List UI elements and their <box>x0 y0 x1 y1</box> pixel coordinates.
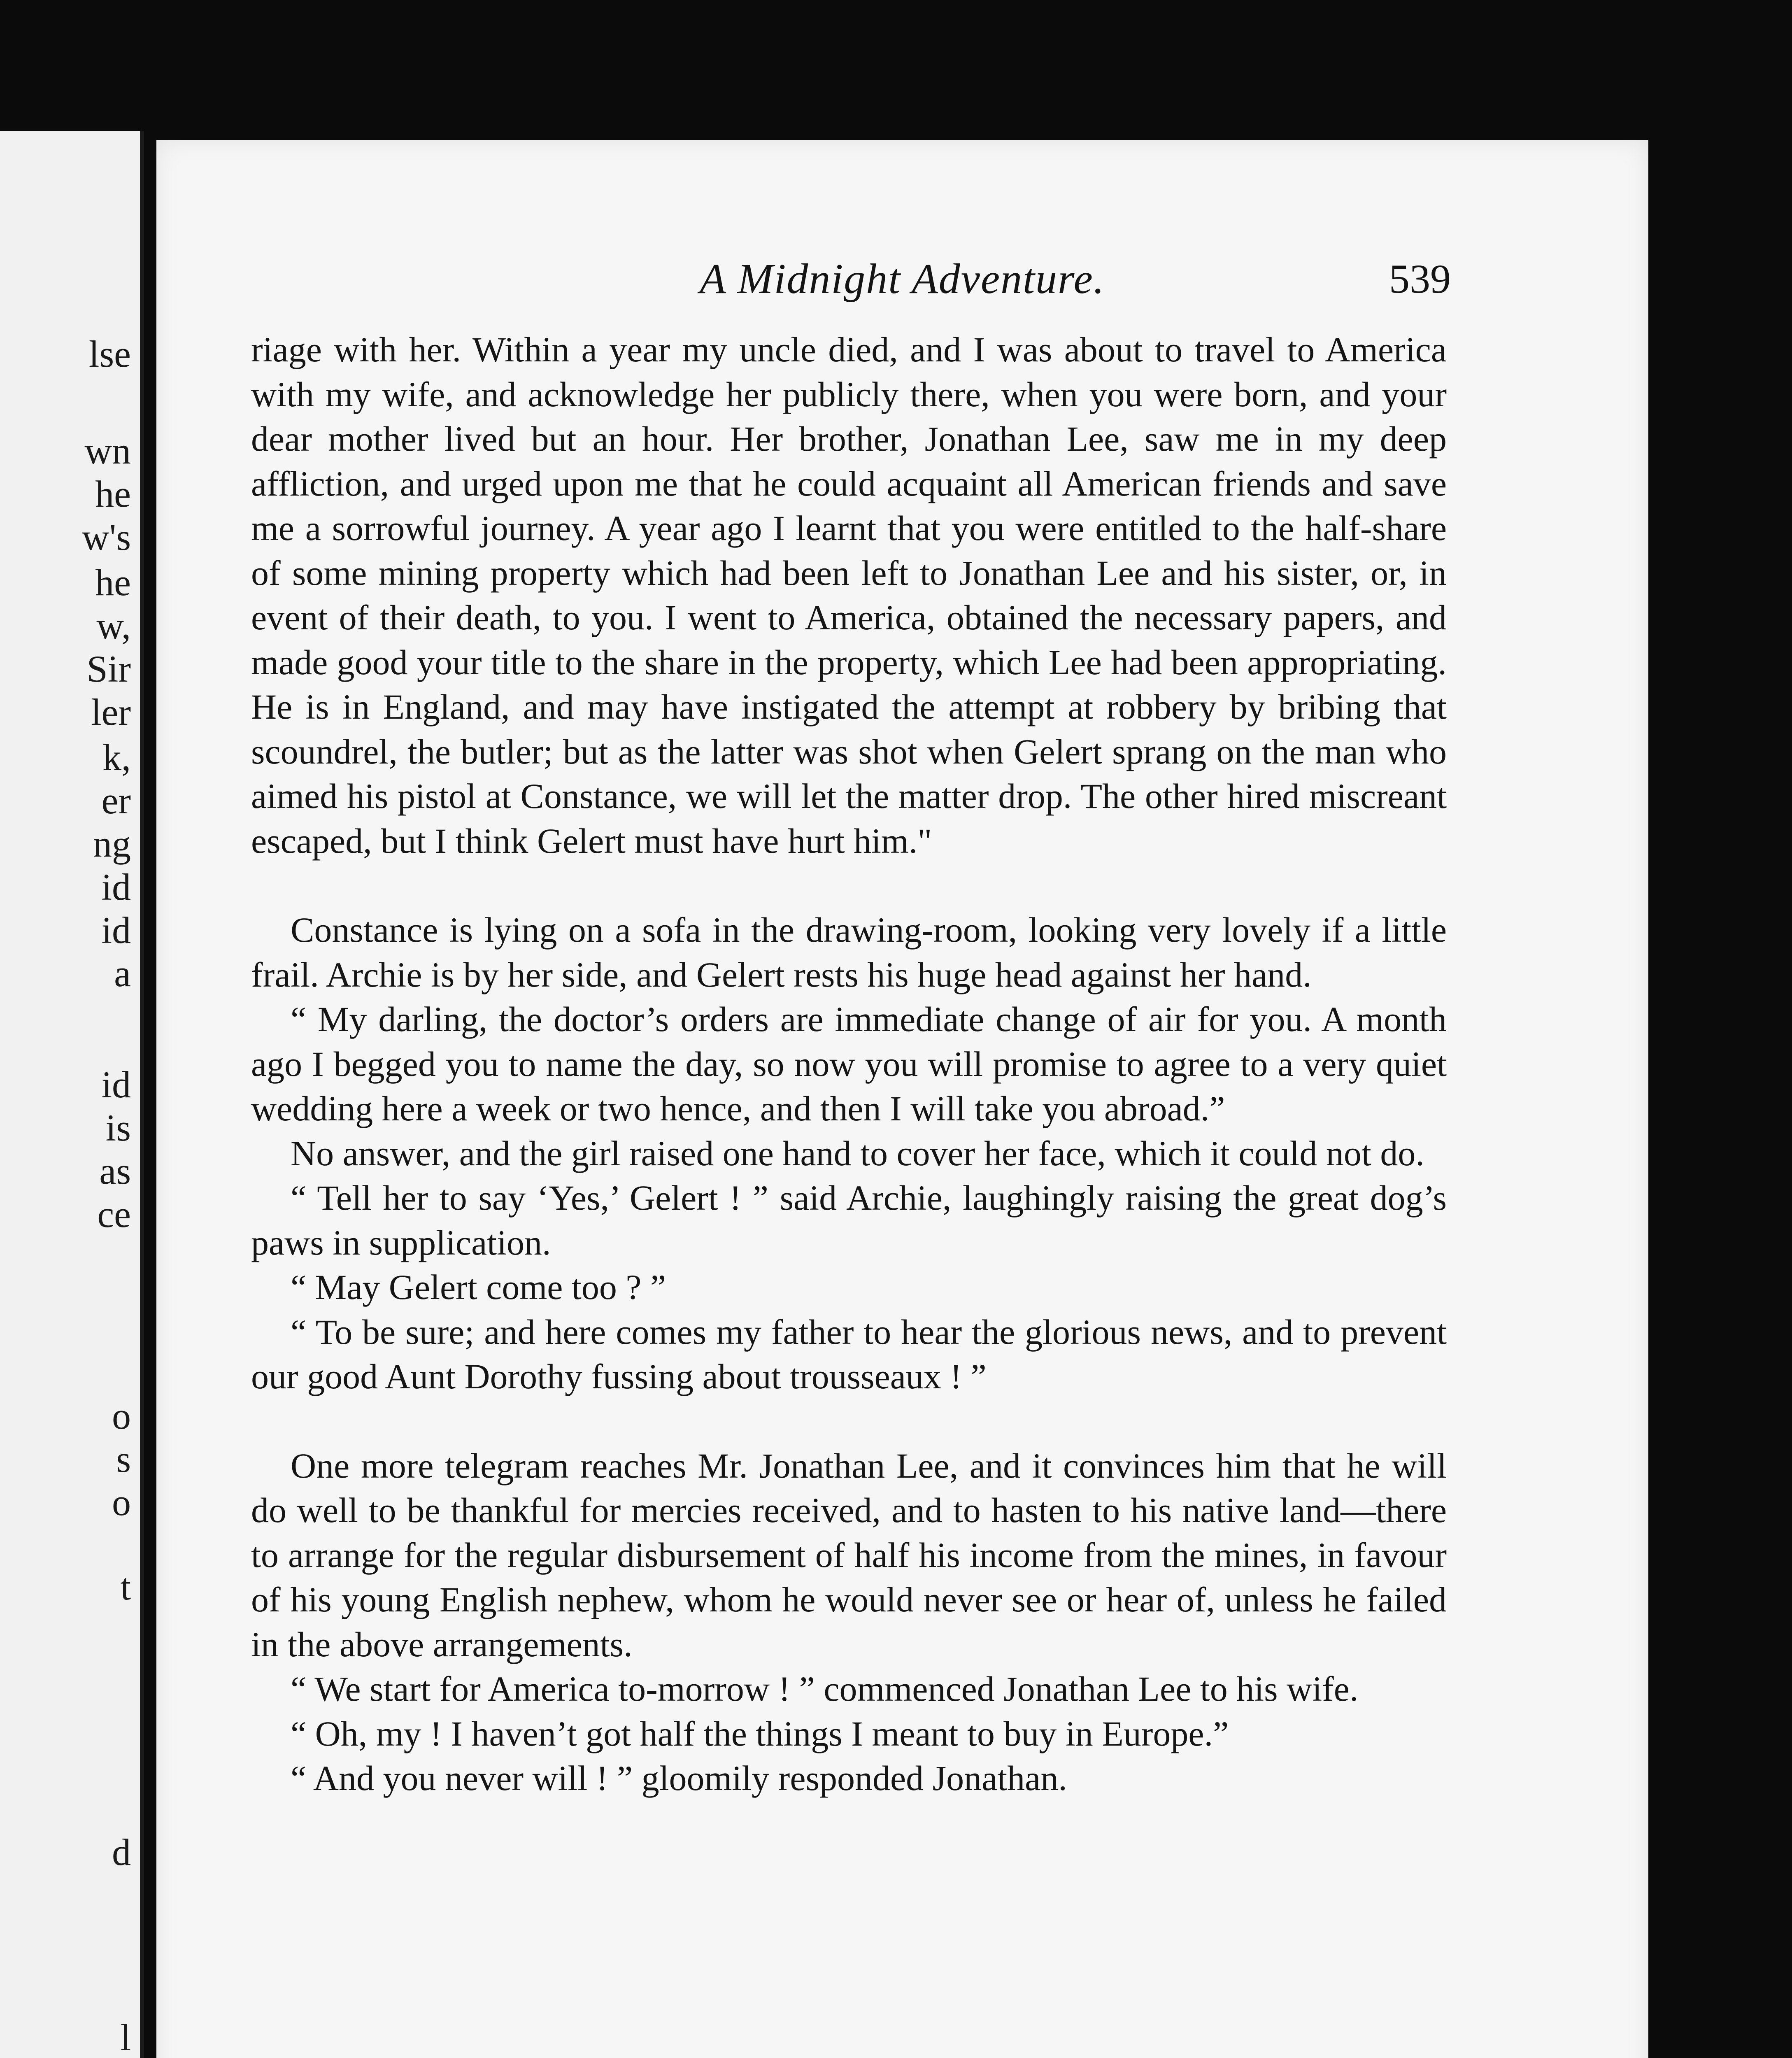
left-page-fragment: wn <box>84 430 131 472</box>
left-page-fragment: id <box>101 866 131 908</box>
left-page-fragment: Sir <box>86 648 131 690</box>
left-page-fragment: l <box>120 2016 131 2058</box>
left-page-fragment: er <box>101 780 131 822</box>
paragraph: “ Oh, my ! I haven’t got half the things I meant to buy in Europe.” <box>291 1713 1229 1753</box>
left-page-fragment: k, <box>102 736 131 778</box>
left-page-fragment: ng <box>93 823 131 865</box>
left-page-fragment: ler <box>91 691 131 733</box>
left-page-fragment: w, <box>96 605 131 647</box>
paragraph: “ We start for America to-morrow ! ” commenced Jonathan Lee to his wife. <box>291 1669 1359 1709</box>
paragraph: “ May Gelert come too ? ” <box>291 1267 666 1307</box>
left-page-fragment: w's <box>82 516 131 558</box>
page-number: 539 <box>1389 256 1451 302</box>
running-head <box>156 250 1648 308</box>
body-text <box>251 327 1447 1801</box>
left-page-fragment: ce <box>97 1193 131 1235</box>
left-page-fragment: s <box>116 1438 131 1480</box>
left-page-fragment: he <box>95 561 131 603</box>
left-page-fragment: id <box>101 1064 131 1106</box>
paragraph: No answer, and the girl raised one hand to cover her face, which it could not do. <box>291 1133 1424 1173</box>
left-page-fragment: he <box>95 473 131 515</box>
book-page <box>156 140 1648 2058</box>
left-page-fragment: as <box>99 1150 131 1192</box>
paragraph: “ To be sure; and here comes my father to hear the glorious news, and to prevent our good Aunt Dorothy fussing about trousseaux ! ” <box>251 1312 1447 1396</box>
previous-page-edge <box>0 131 144 2058</box>
running-title: A Midnight Adventure. <box>700 255 1105 303</box>
paragraph: “ My darling, the doctor’s orders are immediate change of air for you. A month ago I begged you to name the day, so now you will promise to agree to a very quiet wedding here a week or two hence, and then I will take you abroad.” <box>251 999 1447 1128</box>
paragraph: riage with her. Within a year my uncle died, and I was about to travel to America with my wife, and acknowledge her publicly there, when you were born, and your dear mother lived but an hour. Her brother, Jonathan Lee, saw me in my deep affliction, and urged upon me that he could acquaint all American friends and save me a sorrowful journey. A year ago I learnt that you were entitled to the half-share of some mining property which had been left to Jonathan Lee and his sister, or, in event of their death, to you. I went to America, obtained the necessary papers, and made good your title to the share in the property, which Lee had been appropriating. He is in England, and may have instigated the attempt at robbery by bribing that scoundrel, the butler; but as the latter was shot when Gelert sprang on the man who aimed his pistol at Constance, we will let the matter drop. The other hired miscreant escaped, but I think Gelert must have hurt him." <box>251 330 1447 861</box>
left-page-fragment: is <box>105 1107 131 1149</box>
paragraph: “ And you never will ! ” gloomily responded Jonathan. <box>291 1758 1067 1798</box>
left-page-fragment: o <box>112 1395 131 1437</box>
left-page-fragment: d <box>112 1831 131 1873</box>
left-page-fragment: id <box>101 909 131 951</box>
paragraph: One more telegram reaches Mr. Jonathan Lee, and it convinces him that he will do well to be thankful for mercies received, and to hasten to his native land—there to arrange for the regular disbursement of half his income from the mines, in favour of his young English nephew, whom he would never see or hear of, unless he failed in the above arrangements. <box>251 1446 1447 1664</box>
paragraph: Constance is lying on a sofa in the drawing-room, looking very lovely if a little frail. Archie is by her side, and Gelert rests his huge head against her hand. <box>251 910 1447 994</box>
left-page-fragment: o <box>112 1481 131 1523</box>
left-page-fragment: lse <box>88 333 131 375</box>
left-page-fragment: a <box>114 952 131 994</box>
paragraph: “ Tell her to say ‘Yes,’ Gelert ! ” said Archie, laughingly raising the great dog’s paws in supplication. <box>251 1178 1447 1262</box>
left-page-fragment: t <box>120 1566 131 1608</box>
